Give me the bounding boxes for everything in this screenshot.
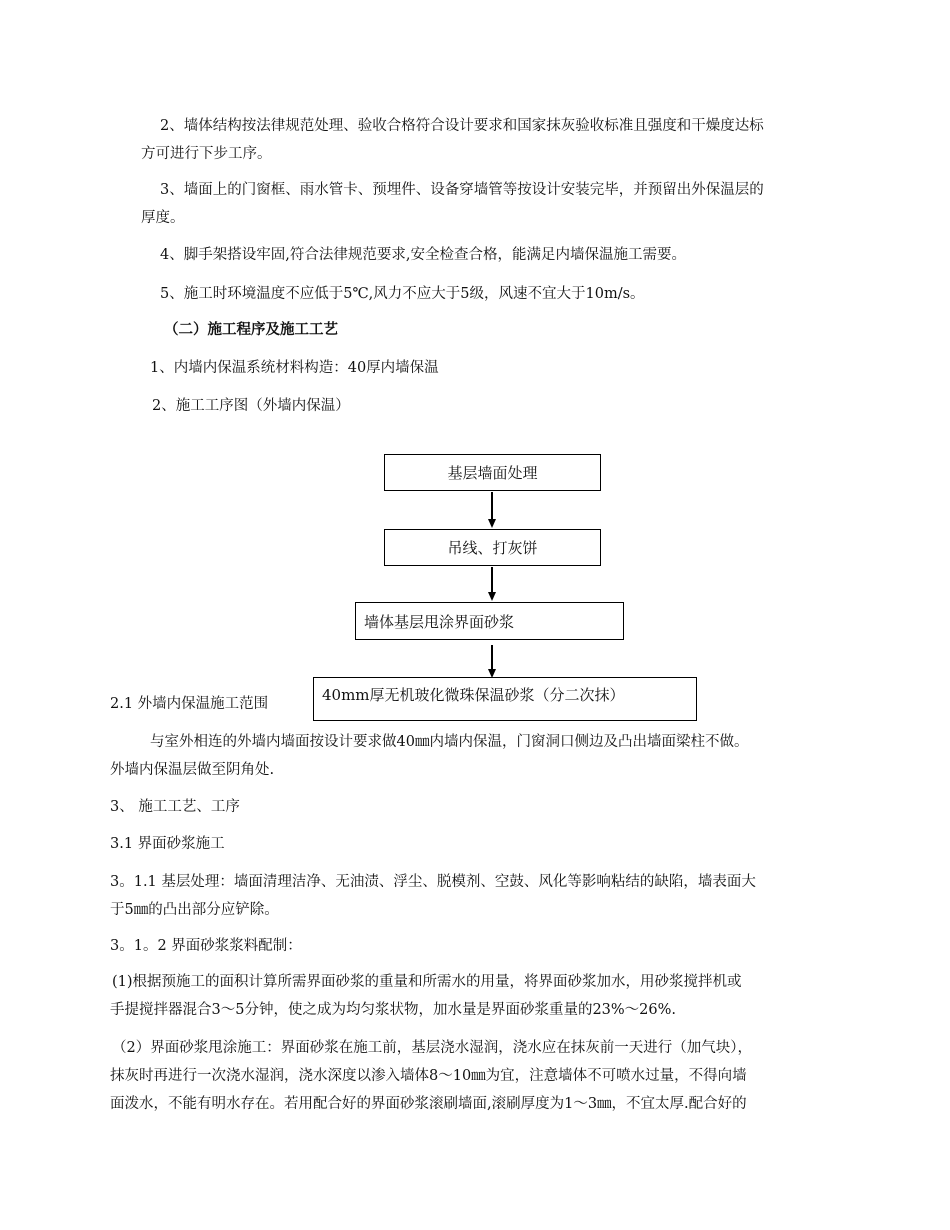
requirement-2-line-1: 2、墙体结构按法律规范处理、验收合格符合设计要求和国家抹灰验收标准且强度和干燥度达标 — [160, 118, 764, 134]
flow-step-2-label: 吊线、打灰饼 — [447, 539, 538, 557]
flow-step-1-label: 基层墙面处理 — [447, 464, 538, 482]
item-1: 1、内墙内保温系统材料构造：40厚内墙保温 — [150, 360, 439, 376]
flow-step-3 — [355, 602, 624, 640]
apply-text-line-1: （2）界面砂浆甩涂施工：界面砂浆在施工前，基层浇水湿润，浇水应在抹灰前一天进行（加气块）， — [112, 1040, 752, 1056]
flow-step-4-label: 40mm厚无机玻化微珠保温砂浆（分二次抹） — [322, 686, 625, 704]
scope-text-line-2: 外墙内保温层做至阴角处. — [110, 762, 275, 778]
flow-step-4 — [313, 677, 697, 721]
item-2: 2、施工工序图（外墙内保温） — [152, 398, 350, 414]
flow-step-2 — [384, 529, 601, 566]
section-heading: （二）施工程序及施工工艺 — [164, 321, 338, 338]
process-heading: 3、 施工工艺、工序 — [110, 799, 240, 815]
interface-heading: 3.1 界面砂浆施工 — [110, 836, 225, 852]
requirement-4: 4、脚手架搭设牢固,符合法律规范要求,安全检查合格，能满足内墙保温施工需要。 — [160, 247, 686, 263]
apply-text-line-3: 面泼水，不能有明水存在。若用配合好的界面砂浆滚刷墙面,滚刷厚度为1～3㎜，不宜太厚.配合好的 — [110, 1096, 747, 1112]
requirement-2-line-2: 方可进行下步工序。 — [141, 146, 272, 162]
flow-step-3-label: 墙体基层甩涂界面砂浆 — [364, 612, 515, 631]
requirement-3-line-1: 3、墙面上的门窗框、雨水管卡、预埋件、设备穿墙管等按设计安装完毕，并预留出外保温层的 — [160, 182, 764, 198]
mix-heading: 3。1。2 界面砂浆浆料配制： — [110, 938, 302, 954]
mix-text-line-2: 手提搅拌器混合3～5分钟，使之成为均匀浆状物，加水量是界面砂浆重量的23%～26%. — [110, 1002, 677, 1018]
requirement-3-line-2: 厚度。 — [141, 210, 185, 226]
scope-text-line-1: 与室外相连的外墙内墙面按设计要求做40㎜内墙内保温，门窗洞口侧边及凸出墙面梁柱不做。 — [150, 734, 749, 750]
mix-text-line-1: (1)根据预施工的面积计算所需界面砂浆的重量和所需水的用量，将界面砂浆加水，用砂浆搅拌机或 — [112, 974, 742, 990]
base-treatment-line-1: 3。1.1 基层处理：墙面清理洁净、无油渍、浮尘、脱模剂、空鼓、风化等影响粘结的缺陷，墙表面大 — [110, 874, 756, 890]
requirement-5: 5、施工时环境温度不应低于5℃,风力不应大于5级，风速不宜大于10m/s。 — [160, 286, 645, 302]
apply-text-line-2: 抹灰时再进行一次浇水湿润，浇水深度以渗入墙体8～10㎜为宜，注意墙体不可喷水过量，不得向墙 — [110, 1068, 747, 1084]
flow-step-1 — [384, 454, 601, 491]
base-treatment-line-2: 于5㎜的凸出部分应铲除。 — [110, 902, 279, 918]
scope-heading: 2.1 外墙内保温施工范围 — [110, 696, 269, 712]
